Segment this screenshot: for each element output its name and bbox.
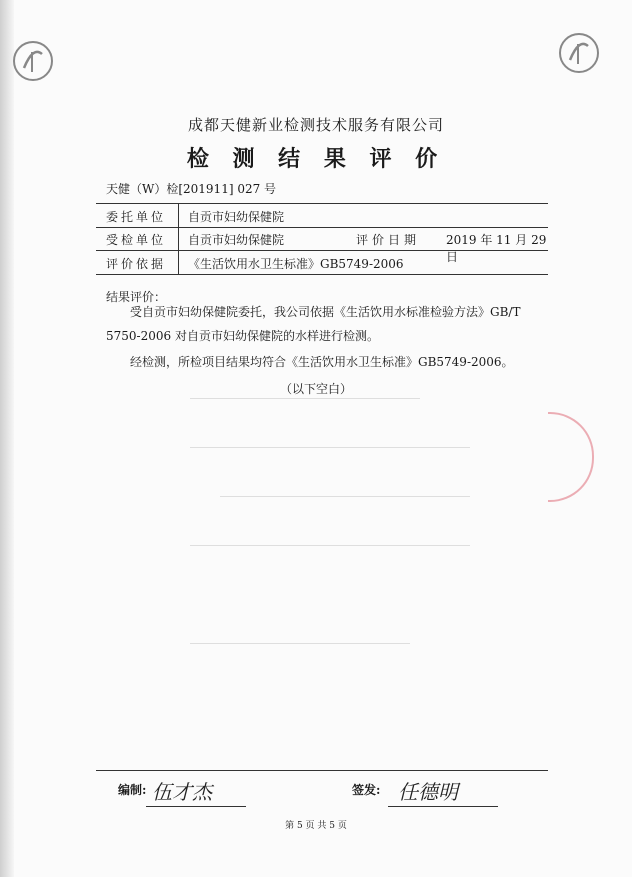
client-label: 委托单位 — [106, 210, 167, 224]
inspected-value: 自贡市妇幼保健院 — [188, 233, 285, 247]
client-row — [96, 203, 548, 228]
signer-signature-line — [388, 806, 498, 807]
show-through-line — [190, 398, 420, 399]
show-through-line — [190, 447, 470, 448]
eval-date-value: 2019 年 11 月 29 日 — [446, 233, 547, 264]
show-through-line — [190, 643, 410, 644]
column-divider — [178, 251, 179, 274]
report-number: 天健（W）检[201911] 027 号 — [106, 182, 277, 196]
show-through-line — [220, 496, 470, 497]
signer-label: 签发: — [352, 783, 381, 797]
basis-value: 《生活饮用水卫生标准》GB5749-2006 — [188, 257, 404, 271]
page-footer: 第 5 页 共 5 页 — [285, 821, 347, 831]
result-heading: 结果评价： — [106, 290, 167, 304]
compiler-signature: 伍才杰 — [152, 780, 212, 804]
basis-label: 评价依据 — [106, 257, 167, 271]
result-paragraph-1: 受自贡市妇幼保健院委托，我公司依据《生活饮用水标准检验方法》GB/T 5750-2006 对自贡市妇幼保健院的水样进行检测。 — [106, 305, 521, 343]
column-divider — [178, 204, 179, 227]
compiler-signature-line — [146, 806, 246, 807]
company-logo-right-icon — [556, 30, 602, 76]
inspected-label: 受检单位 — [106, 233, 167, 247]
column-divider — [178, 227, 179, 250]
signature-divider — [96, 770, 548, 771]
blank-note: （以下空白） — [279, 382, 352, 396]
company-logo-left-icon — [10, 38, 56, 84]
compiler-label: 编制: — [118, 783, 147, 797]
eval-date-label: 评价日期 — [356, 233, 421, 247]
result-paragraph-2: 经检测，所检项目结果均符合《生活饮用水卫生标准》GB5749-2006。 — [130, 355, 514, 369]
client-value: 自贡市妇幼保健院 — [188, 210, 285, 224]
company-name: 成都天健新业检测技术服务有限公司 — [187, 116, 444, 134]
show-through-line — [190, 545, 470, 546]
basis-row — [96, 251, 548, 275]
page-title: 检 测 结 果 评 价 — [186, 146, 446, 172]
official-seal-fragment — [548, 412, 594, 502]
signer-signature: 任德明 — [398, 780, 458, 804]
